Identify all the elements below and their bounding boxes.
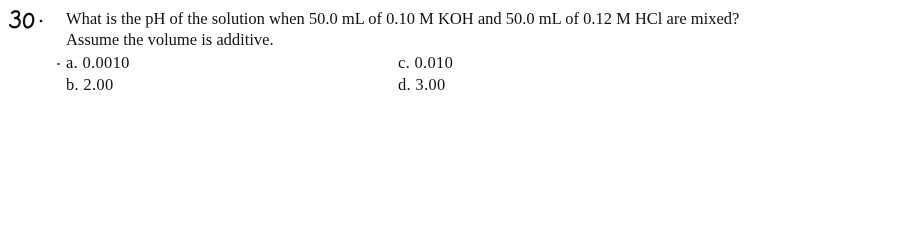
choice-a-label: a.	[66, 53, 79, 72]
handwritten-question-number	[8, 8, 54, 30]
choice-d-label: d.	[398, 75, 411, 94]
handwritten-number-mark	[8, 8, 54, 30]
choice-c-label: c.	[398, 53, 411, 72]
choice-b-value: 2.00	[83, 75, 114, 94]
choice-c[interactable]	[398, 52, 453, 74]
choice-c-value: 0.010	[414, 53, 454, 72]
choice-d[interactable]	[398, 74, 446, 96]
question-stem-line-2: Assume the volume is additive.	[66, 30, 274, 49]
question-stem-line-1: What is the pH of the solution when 50.0 mL of 0.10 M KOH and 50.0 mL of 0.12 M HCl are mixed?	[66, 9, 740, 28]
stray-pen-mark	[57, 63, 60, 65]
question-stem	[66, 8, 896, 50]
choice-a[interactable]	[66, 52, 130, 74]
choice-b[interactable]	[66, 74, 114, 96]
choice-a-value: 0.0010	[82, 53, 130, 72]
choice-b-label: b.	[66, 75, 79, 94]
choice-d-value: 3.00	[415, 75, 446, 94]
answer-choices	[66, 52, 566, 102]
